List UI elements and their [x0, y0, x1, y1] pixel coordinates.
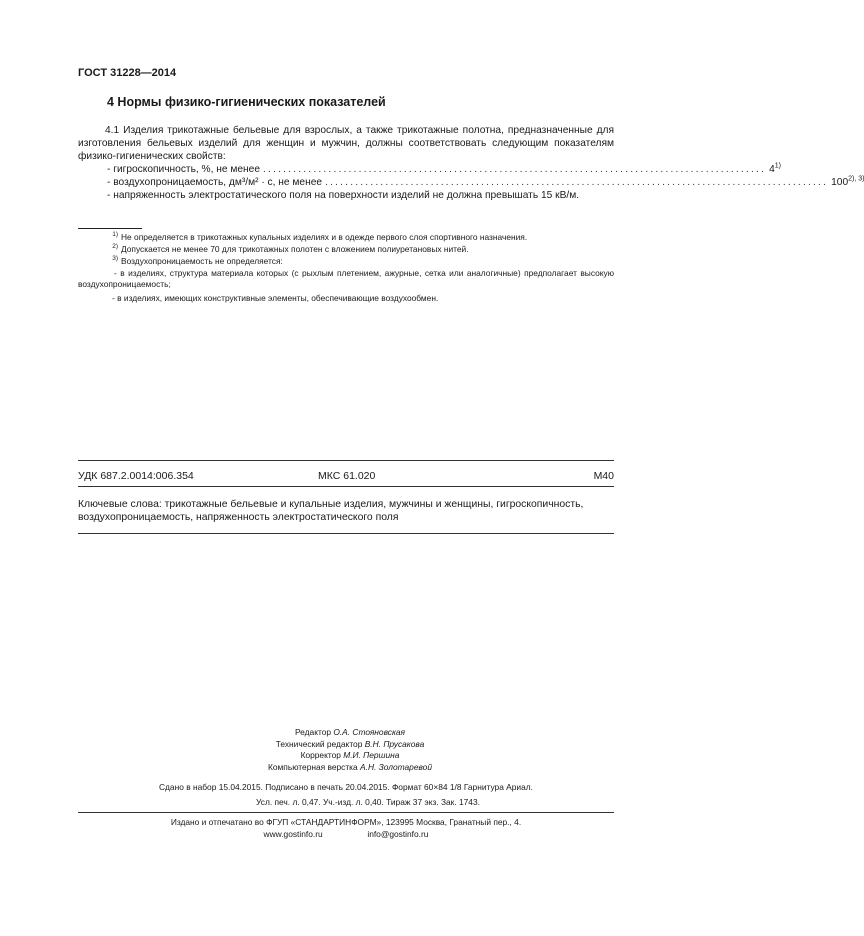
- keywords: Ключевые слова: трикотажные бельевые и купальные изделия, мужчины и женщины, гигроскопичность, воздухопроницаемость, напряженность электростатического поля: [78, 499, 584, 523]
- divider-middle: [78, 486, 614, 487]
- footnote-3-sub-2: - в изделиях, имеющих конструктивные элементы, обеспечивающие воздухообмен.: [112, 293, 439, 303]
- item-electrostatic: - напряженность электростатического поля на поверхности изделий не должна превышать 15 кВ/м.: [107, 190, 580, 201]
- item-note: 2), 3): [848, 175, 864, 183]
- credits-block: [200, 727, 500, 773]
- footnote-mark: 2): [112, 243, 118, 251]
- item-value: 100: [831, 177, 849, 188]
- credit-corrector: Корректор М.И. Першина: [300, 750, 400, 760]
- item-air-permeability: [107, 175, 864, 189]
- footnote-mark: 1): [112, 231, 118, 239]
- section-title: 4 Нормы физико-гигиенических показателей: [107, 95, 386, 109]
- print-details-1: Сдано в набор 15.04.2015. Подписано в печать 20.04.2015. Формат 60×84 1/8 Гарнитура Ариал.: [159, 782, 533, 792]
- publisher-website[interactable]: www.gostinfo.ru: [263, 828, 323, 839]
- divider-top: [78, 460, 614, 461]
- item-hygroscopicity: [107, 162, 781, 176]
- publisher-contacts: [78, 829, 614, 841]
- footnote-1: [78, 232, 614, 243]
- item-value: 4: [769, 164, 775, 175]
- divider-publisher: [78, 812, 614, 813]
- leader-dots: ....................................................................................................: [325, 177, 829, 188]
- publisher-email[interactable]: info@gostinfo.ru: [367, 828, 429, 839]
- divider-bottom: [78, 533, 614, 534]
- udk-code: УДК 687.2.0014:006.354: [78, 470, 194, 482]
- publisher-info: [78, 817, 614, 840]
- credit-editor: Редактор О.А. Стояновская: [294, 727, 406, 737]
- leader-dots: ....................................................................................................: [263, 164, 767, 175]
- footnote-2: [78, 244, 614, 255]
- footnote-separator: [78, 228, 142, 229]
- credit-tech-editor: Технический редактор В.Н. Прусакова: [275, 738, 425, 749]
- publisher-address: Издано и отпечатано во ФГУП «СТАНДАРТИНФОРМ», 123995 Москва, Гранатный пер., 4.: [170, 817, 522, 827]
- footnote-text: Не определяется в трикотажных купальных изделиях и в одежде первого слоя спортивного назначения.: [121, 232, 528, 242]
- footnote-text: Допускается не менее 70 для трикотажных полотен с вложением полиуретановых нитей.: [121, 244, 469, 254]
- footnote-3: [78, 256, 614, 267]
- footnote-3-sub-1: - в изделиях, структура материала которых (с рыхлым плетением, ажурные, сетка или аналогичные) предполагает высокую воздухопроницаемость;: [78, 268, 614, 289]
- intro-paragraph: 4.1 Изделия трикотажные бельевые для взрослых, а также трикотажные полотна, предназначенные для изготовления бельевых изделий для женщин и мужчин, должны соответствовать следующим показателям физико-гигиенических свойств:: [78, 125, 614, 162]
- footnote-mark: 3): [112, 255, 118, 263]
- print-details-2: Усл. печ. л. 0,47. Уч.-изд. л. 0,40. Тираж 37 экз. Зак. 1743.: [256, 797, 480, 807]
- item-note: 1): [774, 162, 781, 170]
- credit-layout: Компьютерная верстка А.Н. Золотаревой: [268, 761, 432, 772]
- item-label: - гигроскопичность, %, не менее: [107, 164, 261, 175]
- item-label: - воздухопроницаемость, дм³/м² · с, не менее: [107, 177, 323, 188]
- document-header: ГОСТ 31228—2014: [78, 67, 177, 79]
- group-code: М40: [593, 470, 614, 482]
- mks-code: МКС 61.020: [318, 470, 376, 482]
- footnote-text: Воздухопроницаемость не определяется:: [121, 256, 283, 266]
